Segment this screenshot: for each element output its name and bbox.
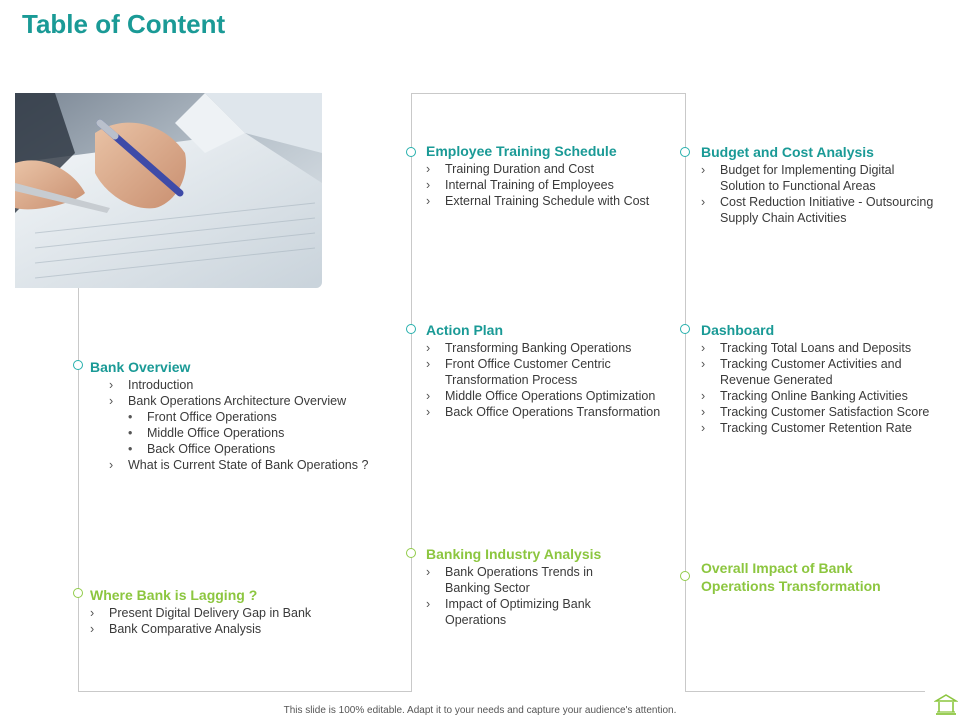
section-heading: Dashboard: [701, 322, 775, 338]
business-photo: [15, 93, 322, 288]
middle-left-vertical-line: [411, 93, 412, 692]
section-action-plan: [426, 321, 678, 420]
timeline-dot-industry: [406, 548, 416, 558]
timeline-dot-dashboard: [680, 324, 690, 334]
bottom-left-line: [78, 691, 412, 692]
bottom-right-line: [685, 691, 925, 692]
section-heading: Action Plan: [426, 322, 504, 338]
timeline-dot-lagging: [73, 588, 83, 598]
list-item: › Internal Training of Employees: [426, 177, 678, 193]
list-item: › Introduction: [109, 377, 400, 393]
top-middle-line: [411, 93, 686, 94]
list-subitem: • Middle Office Operations: [109, 425, 400, 441]
page-title: Table of Content: [22, 9, 226, 39]
left-vertical-line: [78, 288, 79, 692]
middle-right-vertical-line: [685, 93, 686, 692]
list-item: › Tracking Customer Satisfaction Score: [701, 404, 939, 420]
list-item: › Middle Office Operations Optimization: [426, 388, 678, 404]
list-subitem: • Front Office Operations: [109, 409, 400, 425]
section-lagging: [90, 586, 400, 637]
hands-with-pen-image: [15, 93, 322, 288]
section-heading: Budget and Cost Analysis: [701, 144, 874, 160]
section-heading: Bank Overview: [90, 359, 191, 375]
bank-home-icon: [934, 693, 958, 717]
section-heading: Banking Industry Analysis: [426, 546, 602, 562]
list-item: › Tracking Customer Retention Rate: [701, 420, 939, 436]
list-item: › Tracking Total Loans and Deposits: [701, 340, 939, 356]
list-subitem: • Back Office Operations: [109, 441, 400, 457]
list-item: › Bank Operations Trends in Banking Sector: [426, 564, 626, 596]
section-bank-overview: [90, 358, 400, 473]
list-item: › External Training Schedule with Cost: [426, 193, 678, 209]
section-industry: [426, 545, 626, 628]
timeline-dot-training: [406, 147, 416, 157]
section-dashboard: [701, 321, 939, 436]
list-item: › Tracking Online Banking Activities: [701, 388, 939, 404]
list-item: › Back Office Operations Transformation: [426, 404, 678, 420]
timeline-dot-action-plan: [406, 324, 416, 334]
footer-note: This slide is 100% editable. Adapt it to your needs and capture your audience's attention.: [283, 705, 677, 716]
section-budget: [701, 143, 939, 226]
list-item: › Front Office Customer Centric Transformation Process: [426, 356, 678, 388]
list-item: › Cost Reduction Initiative - Outsourcing Supply Chain Activities: [701, 194, 939, 226]
section-heading: Employee Training Schedule: [426, 143, 617, 159]
list-item: › Tracking Customer Activities and Revenue Generated: [701, 356, 939, 388]
section-heading: Where Bank is Lagging ?: [90, 587, 258, 603]
list-item: › Present Digital Delivery Gap in Bank: [90, 605, 400, 621]
list-item: › Bank Comparative Analysis: [90, 621, 400, 637]
section-training: [426, 142, 678, 209]
timeline-dot-budget: [680, 147, 690, 157]
list-item: › Budget for Implementing Digital Solution to Functional Areas: [701, 162, 939, 194]
list-item: › Bank Operations Architecture Overview: [109, 393, 400, 409]
list-item: › What is Current State of Bank Operations ?: [109, 457, 400, 473]
section-impact: [701, 559, 911, 596]
timeline-dot-bank-overview: [73, 360, 83, 370]
list-item: › Transforming Banking Operations: [426, 340, 678, 356]
timeline-dot-impact: [680, 571, 690, 581]
list-item: › Training Duration and Cost: [426, 161, 678, 177]
section-heading: Overall Impact of Bank Operations Transformation: [701, 560, 881, 594]
home-icon[interactable]: [934, 693, 958, 717]
list-item: › Impact of Optimizing Bank Operations: [426, 596, 626, 628]
